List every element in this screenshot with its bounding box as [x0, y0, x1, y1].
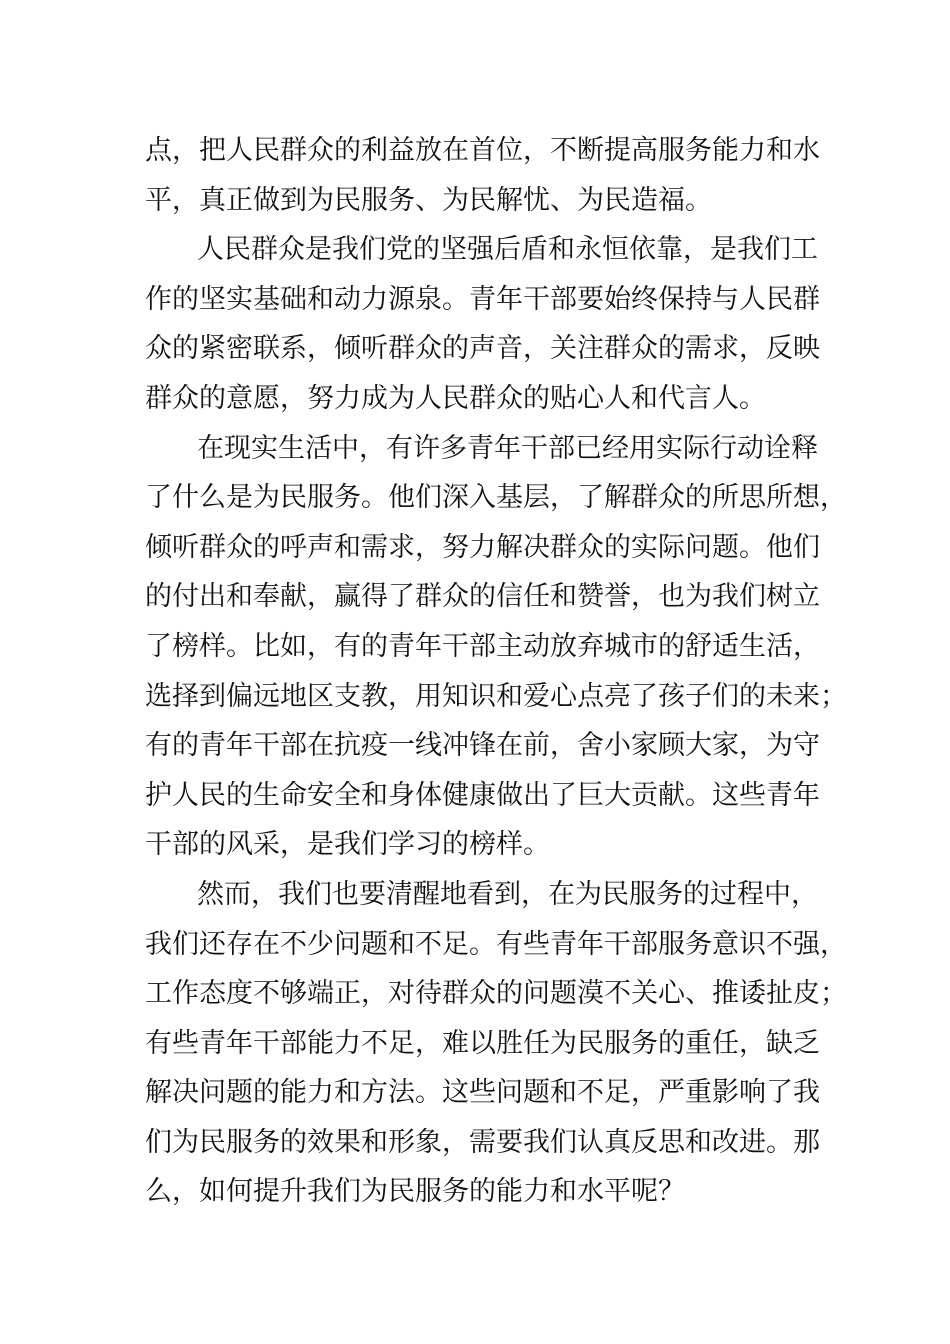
text-line: 平，真正做到为民服务、为民解忧、为民造福。	[145, 184, 712, 216]
text-line: 解决问题的能力和方法。这些问题和不足，严重影响了我	[145, 1077, 820, 1109]
text-line: 我们还存在不少问题和不足。有些青年干部服务意识不强，	[145, 928, 847, 960]
paragraph-first-line: 在现实生活中，有许多青年干部已经用实际行动诠释	[197, 432, 818, 464]
text-line: 群众的意愿，努力成为人民群众的贴心人和代言人。	[145, 382, 766, 414]
text-line: 了榜样。比如，有的青年干部主动放弃城市的舒适生活，	[145, 630, 820, 662]
text-line: 作的坚实基础和动力源泉。青年干部要始终保持与人民群	[145, 283, 820, 315]
text-line: 选择到偏远地区支教，用知识和爱心点亮了孩子们的未来；	[145, 680, 847, 712]
text-line: 么，如何提升我们为民服务的能力和水平呢？	[145, 1176, 685, 1208]
text-line: 的付出和奉献，赢得了群众的信任和赞誉，也为我们树立	[145, 581, 820, 613]
text-line: 护人民的生命安全和身体健康做出了巨大贡献。这些青年	[145, 779, 820, 811]
paragraph-first-line: 然而，我们也要清醒地看到，在为民服务的过程中，	[197, 878, 818, 910]
text-line: 们为民服务的效果和形象，需要我们认真反思和改进。那	[145, 1126, 820, 1158]
paragraph-first-line: 人民群众是我们党的坚强后盾和永恒依靠，是我们工	[197, 234, 818, 266]
text-line: 有些青年干部能力不足，难以胜任为民服务的重任，缺乏	[145, 1027, 820, 1059]
text-line: 干部的风采，是我们学习的榜样。	[145, 829, 550, 861]
text-line: 点，把人民群众的利益放在首位，不断提高服务能力和水	[145, 135, 820, 166]
text-line: 工作态度不够端正，对待群众的问题漠不关心、推诿扯皮；	[145, 978, 847, 1010]
text-line: 倾听群众的呼声和需求，努力解决群众的实际问题。他们	[145, 531, 820, 563]
text-line: 众的紧密联系，倾听群众的声音，关注群众的需求，反映	[145, 333, 820, 365]
body-text	[145, 126, 847, 1217]
text-line: 了什么是为民服务。他们深入基层，了解群众的所思所想，	[145, 482, 847, 514]
text-line: 有的青年干部在抗疫一线冲锋在前，舍小家顾大家，为守	[145, 730, 820, 762]
